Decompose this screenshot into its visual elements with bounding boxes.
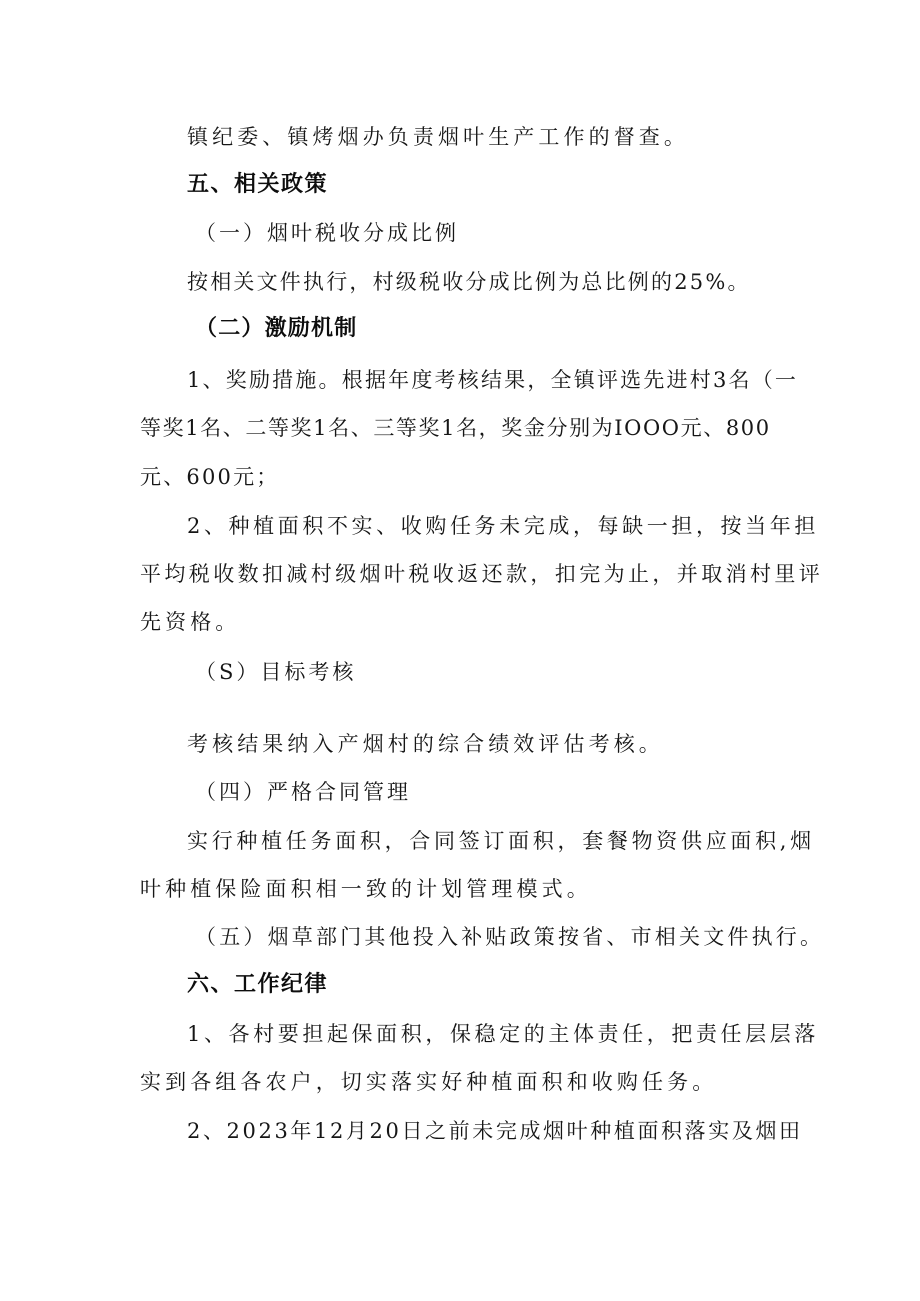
section-heading-related-policies: 五、相关政策 xyxy=(187,172,329,197)
subheading-tax-share-ratio: （一）烟叶税收分成比例 xyxy=(195,221,459,245)
paragraph-discipline-line-2: 实到各组各农户，切实落实好种植面积和收购任务。 xyxy=(140,1070,718,1094)
paragraph-penalty-line-2: 平均税收数扣减村级烟叶税收返还款，扣完为止，并取消村里评 xyxy=(140,562,824,586)
paragraph-reward-measures-line-3: 元、600元； xyxy=(140,465,280,489)
section-heading-work-discipline: 六、工作纪律 xyxy=(187,972,329,997)
subheading-contract-management: （四）严格合同管理 xyxy=(195,780,411,804)
paragraph-reward-measures-line-1: 1、奖励措施。根据年度考核结果，全镇评选先进村3名（一 xyxy=(187,368,799,392)
paragraph-penalty-line-1: 2、种植面积不实、收购任务未完成，每缺一担，按当年担 xyxy=(187,514,819,538)
paragraph-assessment-line: 考核结果纳入产烟村的综合绩效评估考核。 xyxy=(187,732,664,756)
subheading-other-subsidies: （五）烟草部门其他投入补贴政策按省、市相关文件执行。 xyxy=(195,925,825,949)
paragraph-contract-line-1: 实行种植任务面积，合同签订面积，套餐物资供应面积,烟 xyxy=(187,829,815,853)
paragraph-discipline-line-1: 1、各村要担起保面积，保稳定的主体责任，把责任层层落 xyxy=(187,1022,819,1046)
subheading-incentive-mechanism: （二）激励机制 xyxy=(195,316,358,341)
paragraph-deadline-line: 2、2023年12月20日之前未完成烟叶种植面积落实及烟田 xyxy=(187,1119,803,1143)
paragraph-contract-line-2: 叶种植保险面积相一致的计划管理模式。 xyxy=(140,877,592,901)
paragraph-supervision-line: 镇纪委、镇烤烟办负责烟叶生产工作的督查。 xyxy=(187,125,689,149)
paragraph-penalty-line-3: 先资格。 xyxy=(140,610,241,634)
paragraph-reward-measures-line-2: 等奖1名、二等奖1名、三等奖1名，奖金分别为IOOO元、800 xyxy=(140,416,771,440)
subheading-target-assessment: （S）目标考核 xyxy=(195,660,357,684)
paragraph-tax-share-line: 按相关文件执行，村级税收分成比例为总比例的25%。 xyxy=(187,270,751,294)
